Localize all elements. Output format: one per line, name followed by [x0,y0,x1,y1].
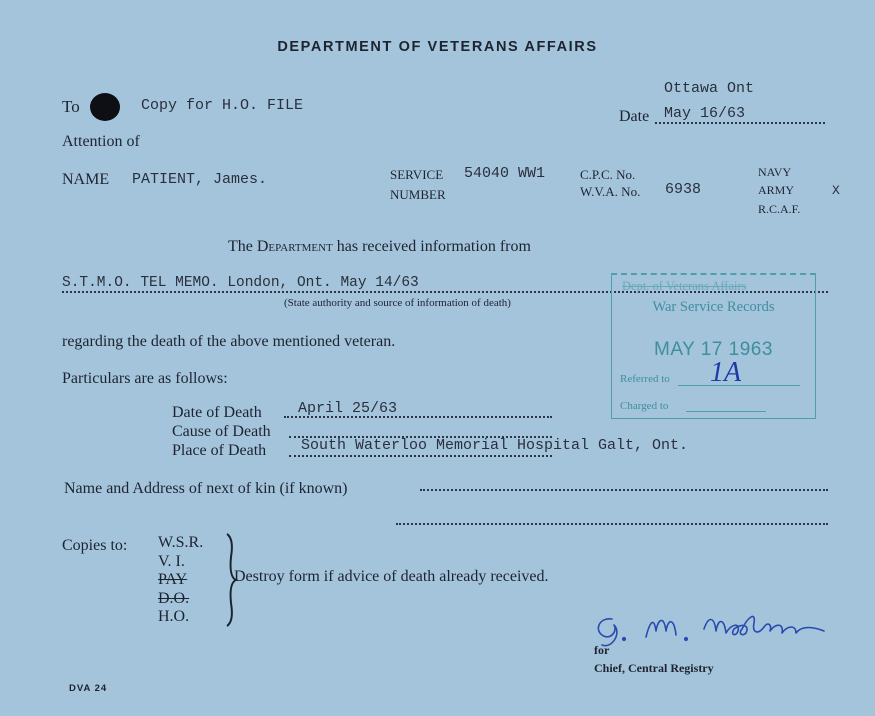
next-of-kin-line-1 [420,489,828,491]
form-title: DEPARTMENT OF VETERANS AFFAIRS [277,39,598,55]
stamp-charged-line [686,411,766,412]
received-suffix: has received information from [336,238,531,255]
city: Ottawa Ont [664,80,755,97]
place-of-death-value: South Waterloo Memorial Hospital Galt, Ont. [301,437,689,454]
service-label-line2: NUMBER [390,187,446,202]
date-label: Date [619,108,650,125]
source-value: S.T.M.O. TEL MEMO. London, Ont. May 14/63 [62,275,419,291]
handwritten-signature [592,605,862,650]
regarding-text: regarding the death of the above mentioned veteran. [62,333,396,350]
place-of-death-label: Place of Death [172,442,267,459]
copies-item-wsr: W.S.R. [158,534,204,551]
place-of-death-line [289,455,552,457]
received-department: Department [256,238,333,255]
stamp-charged-label: Charged to [620,400,669,412]
received-prefix: The [228,238,253,255]
branch-navy: NAVY [758,165,792,179]
attention-label: Attention of [62,133,140,150]
copies-item-pay: PAY [158,571,188,588]
ink-blot [90,93,120,121]
destroy-text: Destroy form if advice of death already received. [234,568,549,585]
copies-item-vi: V. I. [158,553,185,570]
stamp-department: Dept. of Veterans Affairs [622,279,747,293]
copies-item-do: D.O. [158,590,190,607]
stamp-office: War Service Records [652,299,775,315]
branch-army: ARMY [758,183,795,197]
cause-of-death-label: Cause of Death [172,423,271,440]
date-of-death-value: April 25/63 [298,400,398,417]
branch-army-mark: X [832,183,840,198]
to-label: To [62,97,80,116]
branch-rcaf: R.C.A.F. [758,202,801,216]
next-of-kin-line-2 [396,523,828,525]
service-label-line1: SERVICE [390,167,444,182]
copies-label: Copies to: [62,537,128,554]
stamp-date: MAY 17 1963 [654,339,773,360]
stamp-referred-value: 1A [710,357,742,388]
signature-title: Chief, Central Registry [594,661,714,675]
name-label: NAME [62,171,110,188]
received-line [228,238,531,256]
name-value: PATIENT, James. [132,171,268,188]
copy-note: Copy for H.O. FILE [141,97,304,114]
wva-label: W.V.A. No. [580,184,641,199]
stamp-referred-label: Referred to [620,373,670,385]
signature-for: for [594,643,610,657]
form-number: DVA 24 [69,683,108,694]
cpc-label: C.P.C. No. [580,167,636,182]
date-of-death-label: Date of Death [172,404,262,421]
date-value: May 16/63 [664,105,746,122]
wva-value: 6938 [665,181,702,198]
copies-item-ho: H.O. [158,608,190,625]
next-of-kin-label: Name and Address of next of kin (if known) [64,480,348,497]
particulars-text: Particulars are as follows: [62,370,228,387]
war-service-records-stamp [611,273,816,419]
service-number-value: 54040 WW1 [464,165,546,182]
source-caption: (State authority and source of information of death) [284,297,511,309]
date-dotted-line [655,122,825,124]
